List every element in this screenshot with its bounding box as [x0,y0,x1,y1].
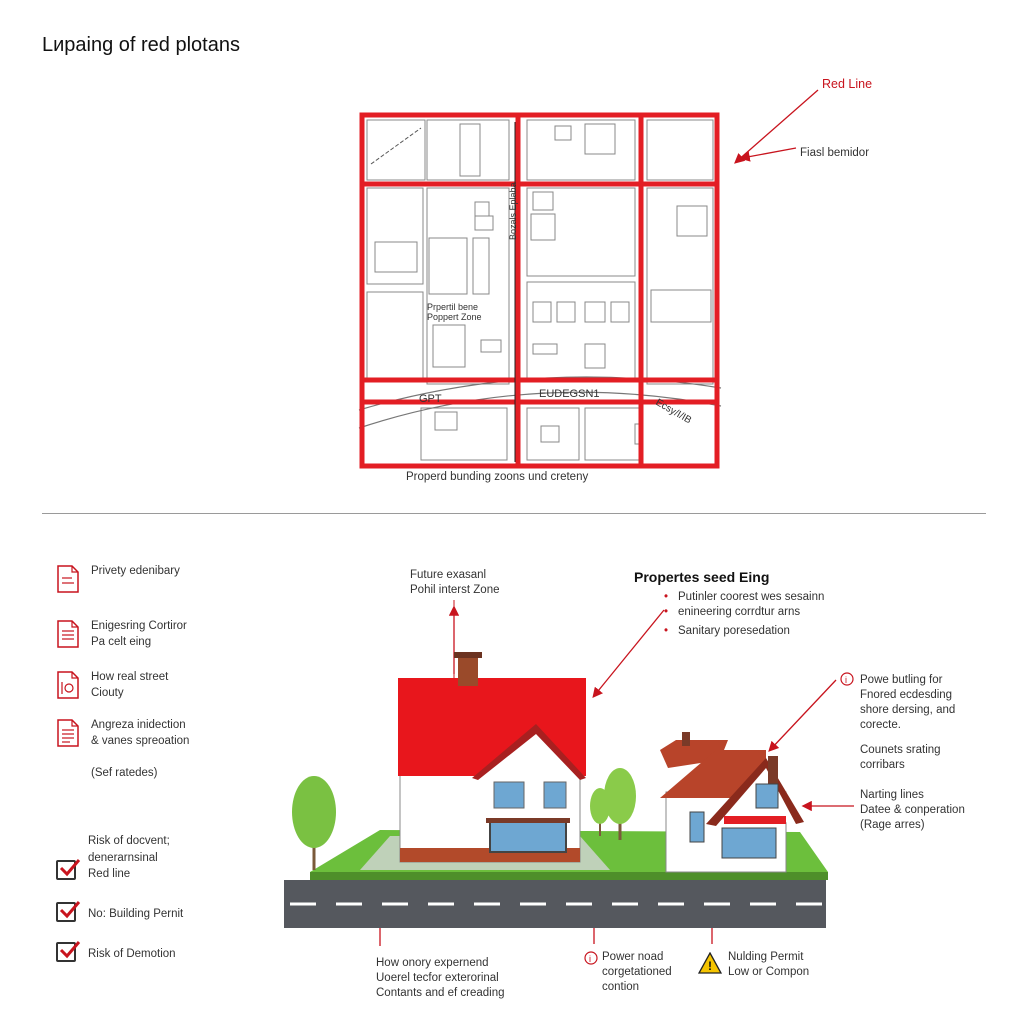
zone-label-2: Poppert Zone [427,312,482,322]
map-callout-arrows [720,80,830,180]
alert-circle-icon [584,951,598,970]
bottom-left-callout: How onory expernend Uoerel tecfor exterorinal Contants and ef creading [376,957,505,999]
vertical-street-label: Bozals Eplaba [508,182,518,240]
final-boundary-label: Fiasl bemidor [800,147,870,159]
svg-text:i: i [589,954,591,964]
list-item: • Putinler coorest wes sesainn [664,590,884,605]
checkmark-icon [59,900,81,922]
checkmark-icon [59,858,81,880]
road-label-left: GPT [419,393,442,405]
list-item-label: Enigesring Cortiror [91,620,187,632]
house-scene [280,600,840,960]
list-item-label: Pa celt eing [91,636,152,648]
road-label-right: Ecsy/I/IB [653,397,694,427]
red-line-label: Red Line [822,77,873,91]
list-item-label: & vanes spreoation [91,735,190,747]
checkbox-checked[interactable] [56,902,76,922]
document-icon [56,718,80,748]
document-icon [56,619,80,649]
checkbox-checked[interactable] [56,942,76,962]
warning-icon [698,952,722,979]
risk-item-label: No: Building Pernit [88,908,184,920]
properties-title: Propertes seed Eing [634,569,770,585]
list-item-label: How real street [91,671,169,683]
list-item-label: Angreza inidection [91,719,186,731]
zone-label-1: Prpertil bene [427,302,479,312]
list-note: (Sef ratedes) [91,767,158,779]
risk-item-label: Risk of Demotion [88,948,176,960]
marking-callout: Narting lines Datee & conperation (Rage arres) [860,789,965,831]
checkmark-icon [59,940,81,962]
risk-item-label: Red line [88,868,131,880]
svg-text:!: ! [708,959,712,973]
bottom-middle-callout: Power noad corgetationed contion [602,951,672,993]
future-zone-line-2: Pohil interst Zone [410,584,500,596]
risk-header-line-2: denerarnsinal [88,852,158,864]
zoning-map [355,110,725,470]
list-item: • enineering corrdtur arns [664,605,884,620]
svg-text:i: i [845,675,847,685]
tree-icon [292,776,336,870]
risk-header-line-1: Risk of docvent; [88,835,170,847]
list-item: • Sanitary poresedation [664,624,884,639]
list-item-label: Ciouty [91,687,124,699]
document-icon [56,670,80,700]
future-zone-line-1: Future exasanl [410,569,487,581]
list-item-label: Privety edenibary [91,565,180,577]
power-building-callout: Powe butling for Fnored ecdesding shore dersing, and corecte. [860,674,956,731]
bottom-right-callout: Nulding Permit Low or Compon [728,951,810,978]
page-title: Lираing of red plotans [42,34,240,56]
checkbox-checked[interactable] [56,860,76,880]
contrast-callout: Counets srating corribars [860,744,941,771]
document-icon [56,564,80,594]
alert-circle-icon [840,672,854,691]
map-caption: Properd bunding zoons und creteny [406,471,589,483]
road-label-mid: EUDEGSN1 [539,388,600,400]
section-divider [42,513,986,514]
